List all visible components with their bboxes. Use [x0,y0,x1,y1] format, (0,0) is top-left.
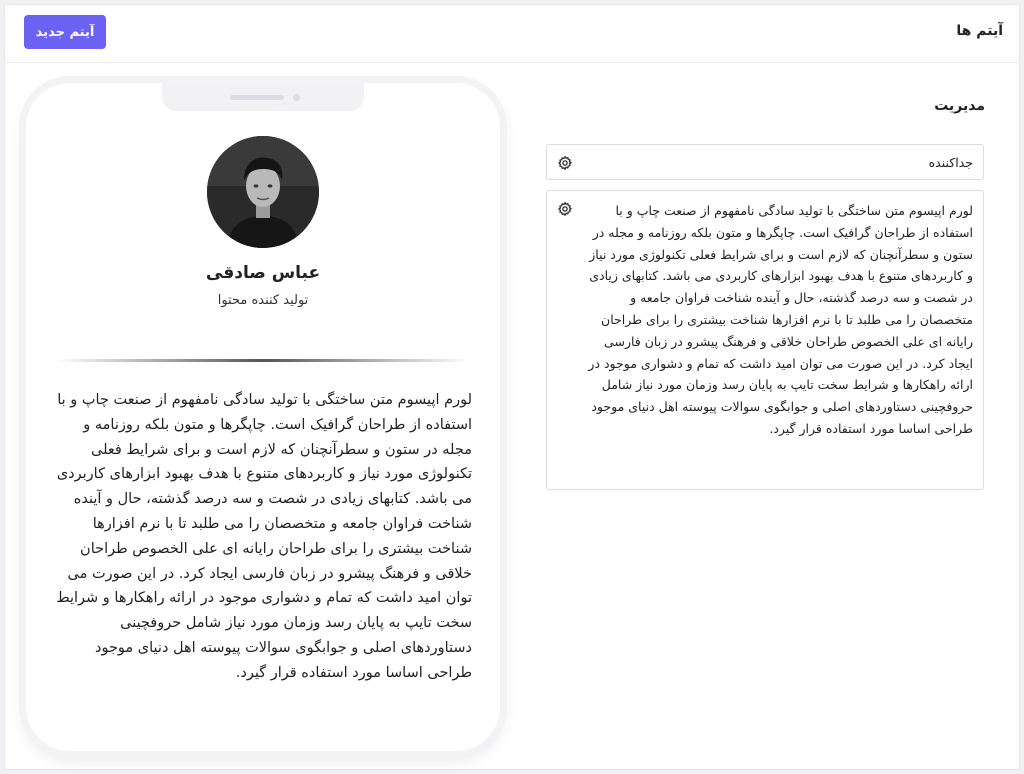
profile-bio: لورم اپیسوم متن ساختگی با تولید سادگی نامفهوم از صنعت چاپ و با استفاده از طراحان گرافیک است. چاپگرها و متون بلکه روزنامه و مجله در ستون و سطرآنچنان که لازم است و برای شرایط فعلی تکنولوژی مورد نیاز و کاربردهای متنوع با هدف بهبود ابزارهای کاربردی می باشد. کتابهای زیادی در شصت و سه درصد گذشته، حال و آینده شناخت فراوان جامعه و متخصصان را می طلبد تا با نرم افزارها شناخت بیشتری را برای طراحان رایانه ای علی الخصوص طراحان خلاقی و فرهنگ پیشرو در زبان فارسی ایجاد کرد. در این صورت می توان امید داشت که تمام و دشواری موجود در ارائه راهکارها و شرایط سخت تایپ به پایان رسد وزمان مورد نیاز شامل حروفچینی دستاوردهای اصلی و جوابگوی سوالات پیوسته اهل دنیای موجود طراحی اساسا مورد استفاده قرار گیرد. [56,392,472,681]
profile-divider [56,359,470,362]
page-title: آیتم ها [956,23,1003,39]
speaker-icon [230,95,284,100]
avatar-photo-icon [207,136,319,248]
app-frame [4,4,1020,770]
text-block-content: لورم اپیسوم متن ساختگی با تولید سادگی نامفهوم از صنعت چاپ و با استفاده از طراحان گرافیک است. چاپگرها و متون بلکه روزنامه و مجله در ستون و سطرآنچنان که لازم است و برای شرایط فعلی تکنولوژی مورد نیاز و کاربردهای متنوع با هدف بهبود ابزارهای کاربردی می باشد. کتابهای زیادی در شصت و سه درصد گذشته، حال و آینده شناخت فراوان جامعه و متخصصان را می طلبد تا با نرم افزارها شناخت بیشتری را برای طراحان رایانه ای علی الخصوص طراحان خلاقی و فرهنگ پیشرو در زبان فارسی ایجاد کرد. در این صورت می توان امید داشت که تمام و دشواری موجود در ارائه راهکارها و شرایط سخت تایپ به پایان رسد وزمان مورد نیاز شامل حروفچینی دستاوردهای اصلی و جوابگوی سوالات پیوسته اهل دنیای موجود طراحی اساسا مورد استفاده قرار گیرد. [588,203,973,436]
divider-block-label: جداکننده [928,155,973,170]
text-block[interactable] [546,190,984,490]
profile-role: تولید کننده محتوا [217,293,309,308]
phone-notch [162,83,364,111]
gear-icon[interactable] [557,155,573,171]
avatar [207,136,319,248]
profile-name: عباس صادقی [205,263,321,283]
new-item-button[interactable]: آیتم جدید [24,15,106,49]
divider-block[interactable] [546,144,984,180]
camera-icon [293,94,300,101]
top-bar [5,5,1019,63]
gear-icon[interactable] [557,201,573,217]
management-title: مدیریت [934,98,985,114]
phone-preview [26,83,500,751]
